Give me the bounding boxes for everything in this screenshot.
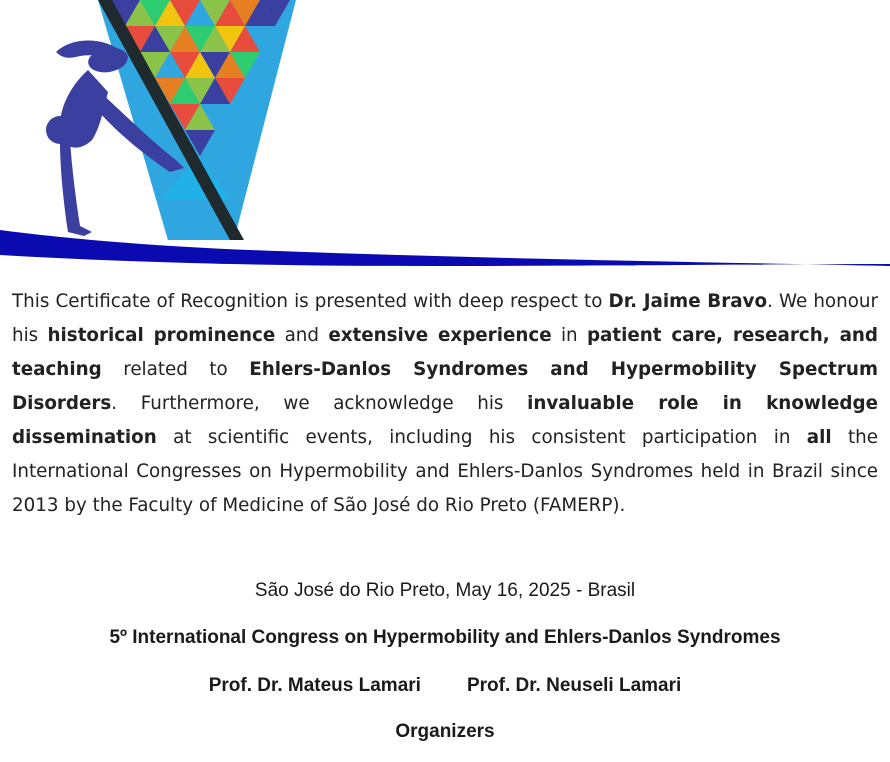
place-date-line: São José do Rio Preto, May 16, 2025 - Brasil bbox=[254, 580, 636, 601]
text-segment: . Furthermore, we acknowledge his bbox=[111, 393, 528, 414]
text-segment: . We honour his bbox=[12, 291, 878, 346]
emphasis-text: historical prominence bbox=[47, 325, 276, 346]
text-segment: related to bbox=[101, 359, 250, 380]
organizer-name: Prof. Dr. Mateus Lamari bbox=[208, 675, 421, 696]
honoree-name: Dr. Jaime Bravo bbox=[608, 291, 768, 312]
signatories bbox=[0, 675, 890, 697]
organizer-name: Prof. Dr. Neuseli Lamari bbox=[466, 675, 682, 696]
organizers-label: Organizers bbox=[395, 721, 495, 742]
text-segment: in bbox=[551, 325, 587, 346]
congress-name: 5º International Congress on Hypermobility and Ehlers-Danlos Syndromes bbox=[109, 627, 781, 648]
text-segment: This Certificate of Recognition is presented with deep respect to bbox=[12, 291, 609, 312]
text-segment: and bbox=[275, 325, 329, 346]
certificate-title: Certificate of Honor bbox=[466, 116, 794, 150]
emphasis-text: all bbox=[806, 427, 832, 448]
emphasis-text: patient care, research, and teaching bbox=[12, 325, 879, 380]
text-segment: at scientific events, including his consistent participation in bbox=[156, 427, 807, 448]
text-segment: the International Congresses on Hypermobility and Ehlers-Danlos Syndromes held in Brazil since 2013 by the Faculty of Medicine of São José do Rio Preto (FAMERP). bbox=[12, 427, 878, 516]
emphasis-text: Ehlers-Danlos Syndromes and Hypermobility Spectrum Disorders bbox=[12, 359, 879, 414]
recognition-paragraph bbox=[12, 285, 878, 523]
emphasis-text: extensive experience bbox=[328, 325, 552, 346]
emphasis-text: invaluable role in knowledge dissemination bbox=[12, 393, 878, 448]
